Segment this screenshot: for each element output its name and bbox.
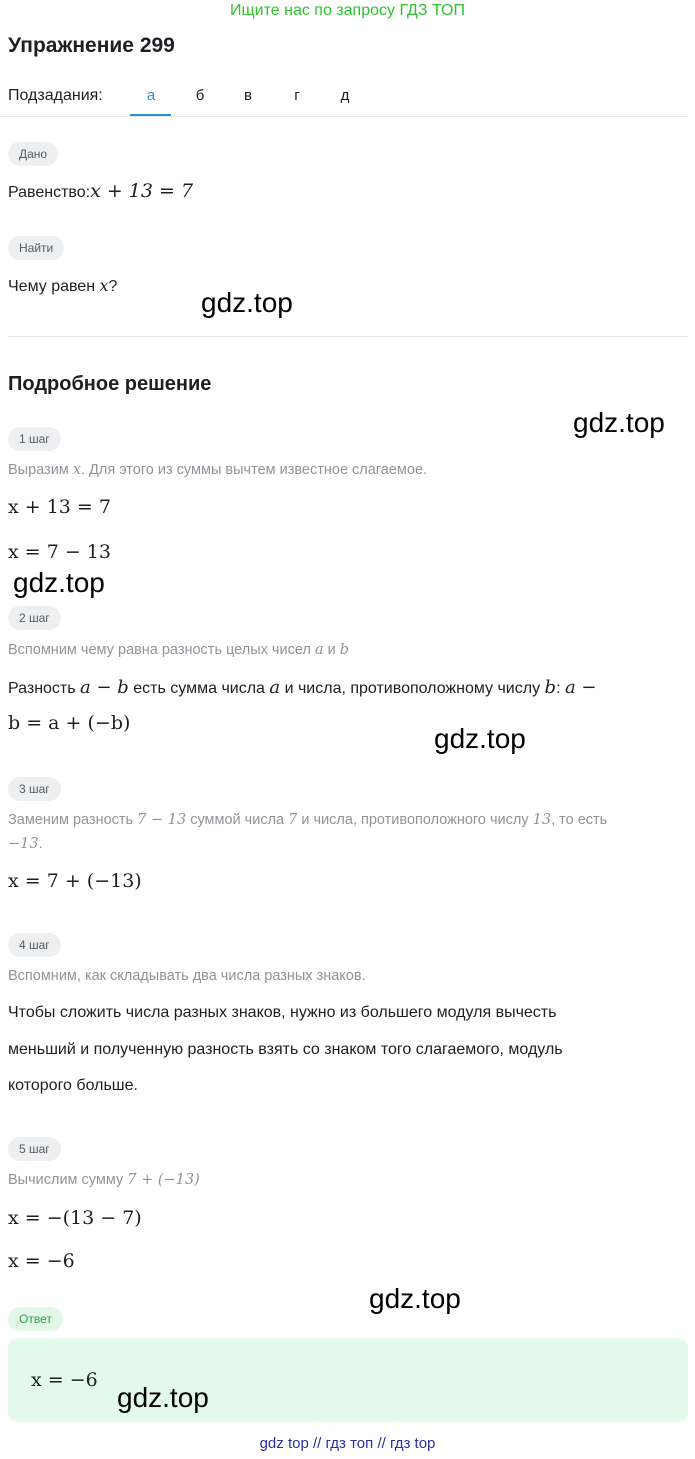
footer-separator: // xyxy=(312,1435,322,1452)
step1-desc-b: . Для этого из суммы вычтем известное слагаемое. xyxy=(81,462,428,478)
given-badge: Дано xyxy=(8,142,58,166)
step5-desc xyxy=(8,1169,200,1191)
step5-desc-m: 7 + (−13) xyxy=(127,1172,200,1188)
step2-t2: есть сумма числа xyxy=(128,680,270,697)
tabs-divider xyxy=(0,116,688,117)
footer-links xyxy=(0,1435,695,1452)
step4-rule-line3: которого больше. xyxy=(8,1077,138,1094)
step3-desc xyxy=(8,809,688,831)
step4-desc: Вспомним, как складывать два числа разных знаков. xyxy=(8,968,366,984)
answer-box xyxy=(8,1338,688,1422)
watermark: gdz.top xyxy=(434,723,526,754)
step1-desc-a: Выразим xyxy=(8,462,73,478)
given-prefix: Равенство: xyxy=(8,184,91,201)
watermark: gdz.top xyxy=(201,287,293,318)
step3-t2: суммой числа xyxy=(186,812,289,828)
step2-desc-avar: a xyxy=(314,642,324,658)
step1-desc-var: x xyxy=(72,462,81,478)
step2-m4: a − xyxy=(564,677,597,698)
step5-badge: 5 шаг xyxy=(8,1137,61,1161)
find-prefix: Чему равен xyxy=(8,278,100,295)
step2-m2: a xyxy=(269,677,281,698)
tab-a[interactable]: а xyxy=(146,87,156,104)
step4-badge: 4 шаг xyxy=(8,933,61,957)
step3-t5: . xyxy=(38,836,43,852)
watermark: gdz.top xyxy=(573,407,665,438)
step2-desc xyxy=(8,639,349,661)
step1-badge: 1 шаг xyxy=(8,427,61,451)
footer-link-gdz-top-ru[interactable]: гдз топ xyxy=(325,1435,374,1452)
answer-badge: Ответ xyxy=(8,1307,63,1331)
step3-badge: 3 шаг xyxy=(8,777,61,801)
step4-rule-line2: меньший и полученную разность взять со знаком того слагаемого, модуль xyxy=(8,1041,563,1058)
step2-desc-a: Вспомним чему равна разность целых чисел xyxy=(8,642,315,658)
watermark: gdz.top xyxy=(369,1283,461,1314)
step1-line2: x = 7 − 13 xyxy=(8,541,111,563)
step3-m1: 7 − 13 xyxy=(137,812,187,828)
step5-line1: x = −(13 − 7) xyxy=(8,1207,142,1229)
step3-m3: 13 xyxy=(532,812,552,828)
find-suffix: ? xyxy=(108,278,118,295)
tab-v[interactable]: в xyxy=(244,87,252,104)
step3-line1: x = 7 + (−13) xyxy=(8,870,142,892)
given-statement xyxy=(8,180,193,204)
find-badge: Найти xyxy=(8,236,64,260)
search-banner: Ищите нас по запросу ГДЗ ТОП xyxy=(230,2,465,19)
step3-t4: , то есть xyxy=(551,812,608,828)
tab-b[interactable]: б xyxy=(195,87,205,104)
watermark: gdz.top xyxy=(117,1382,209,1413)
find-var: x xyxy=(99,276,109,295)
tab-d[interactable]: д xyxy=(340,87,350,104)
step2-m1: a − b xyxy=(80,677,129,698)
step3-t1: Заменим разность xyxy=(8,812,138,828)
step2-desc-bvar: b xyxy=(339,642,350,658)
step2-t4: : xyxy=(556,680,565,697)
step5-desc-a: Вычислим сумму xyxy=(8,1172,128,1188)
step4-rule-line1: Чтобы сложить числа разных знаков, нужно из большего модуля вычесть xyxy=(8,1004,557,1021)
step3-m4: −13 xyxy=(8,836,39,852)
subtasks-label: Подзадания: xyxy=(8,87,103,104)
footer-link-gdz-top-mixed[interactable]: гдз top xyxy=(389,1435,436,1452)
step2-t1: Разность xyxy=(8,680,81,697)
step3-desc-line2 xyxy=(8,833,43,855)
section-divider xyxy=(8,336,688,337)
solution-title: Подробное решение xyxy=(8,373,212,395)
watermark: gdz.top xyxy=(13,567,105,598)
find-statement xyxy=(8,275,117,298)
step2-m3: b xyxy=(544,677,557,698)
step1-desc xyxy=(8,459,427,481)
step2-rule-line1 xyxy=(8,677,597,700)
given-formula: x + 13 = 7 xyxy=(90,180,194,202)
page-title: Упражнение 299 xyxy=(8,34,175,57)
step3-m2: 7 xyxy=(288,812,298,828)
step2-desc-and: и xyxy=(323,642,340,658)
step2-t3: и числа, противоположному числу xyxy=(280,680,545,697)
footer-link-gdz-top[interactable]: gdz top xyxy=(259,1435,309,1452)
step2-badge: 2 шаг xyxy=(8,606,61,630)
step1-line1: x + 13 = 7 xyxy=(8,496,111,518)
step3-t3: и числа, противоположного числу xyxy=(297,812,533,828)
step2-rule-line2: b = a + (−b) xyxy=(8,712,131,734)
answer-value: x = −6 xyxy=(31,1369,98,1391)
tab-g[interactable]: г xyxy=(294,87,300,104)
footer-separator: // xyxy=(377,1435,386,1452)
step5-line2: x = −6 xyxy=(8,1250,75,1272)
